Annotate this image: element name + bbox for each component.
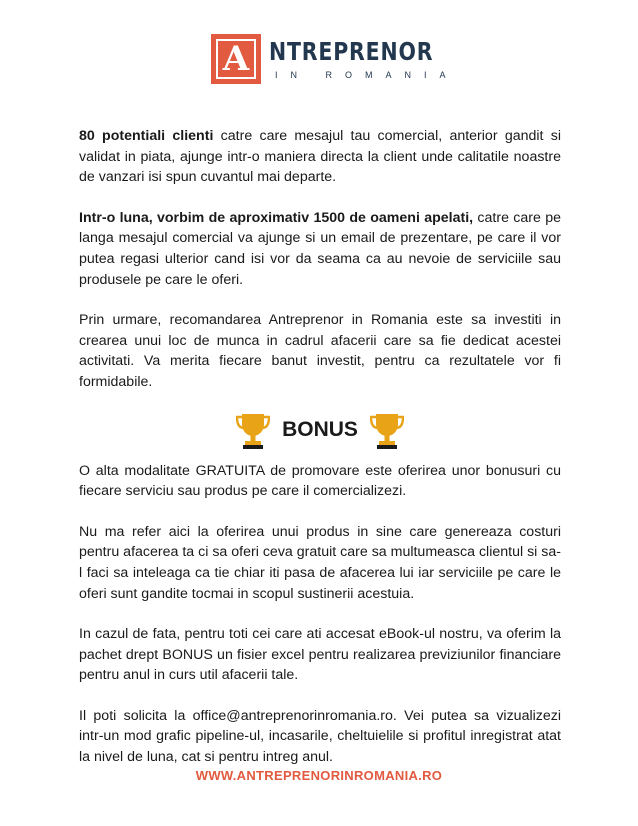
paragraph-free-promotion: O alta modalitate GRATUITA de promovare este oferirea unor bonusuri cu fiecare serviciu sau produs pe care il comercializezi. bbox=[79, 462, 561, 500]
logo-text bbox=[269, 36, 469, 80]
paragraph-text: catre care mesajul tau comercial, anterior gandit si validat in piata, ajunge intr-o maniera directa la client unde calitatile noastre de vanzari isi spun cuvantul mai departe. bbox=[79, 128, 562, 186]
logo-name: NTREPRENOR bbox=[269, 36, 434, 66]
paragraph-monthly-calls bbox=[79, 208, 561, 290]
paragraph-text: catre care pe langa mesajul comercial va ajunge si un email de prezentare, pe care il vor putea regasi ulterior cand isi vor da seama ca au nevoie de serviciile sau produsele pe care le oferi. bbox=[79, 209, 561, 288]
paragraph-bonus-explanation: Nu ma refer aici la oferirea unui produs in sine care genereaza costuri pentru afacerea ta ci sa oferi ceva gratuit care sa multumeasca clientul si sa-l faci sa inteleaga ca tie chiar iti pasa de afacerea lui iar serviciile pe care le oferi sunt gandite tocmai in scopul sustinerii acestuia. bbox=[79, 523, 561, 602]
brand-logo bbox=[211, 34, 469, 84]
logo-subtitle: IN ROMANIA bbox=[275, 69, 459, 80]
logo-badge bbox=[211, 34, 261, 84]
paragraph-bold-lead: 80 potentiali clienti bbox=[79, 128, 214, 144]
bonus-heading bbox=[79, 411, 561, 451]
bonus-title: BONUS bbox=[282, 418, 358, 442]
paragraph-contact: Il poti solicita la office@antreprenorinromania.ro. Vei putea sa vizualizezi intr-un mod grafic pipeline-ul, incasarile, cheltuielile si profitul inregistrat atat la nivel de luna, cat si pentru intreg anul. bbox=[79, 707, 561, 766]
paragraph-recommendation: Prin urmare, recomandarea Antreprenor in Romania este sa investiti in crearea unui loc de munca in cadrul afacerii care sa fie dedicat acestei activitati. Va merita fiecare banut investit, pentru ca rezultatele vor fi formidabile. bbox=[79, 312, 561, 390]
logo-badge-letter: A bbox=[222, 39, 250, 79]
paragraph-bold-lead: Intr-o luna, vorbim de aproximativ 1500 de oameni apelati, bbox=[79, 209, 474, 226]
page-content bbox=[79, 126, 561, 788]
paragraph-ebook-bonus: In cazul de fata, pentru toti cei care ati accesat eBook-ul nostru, va oferim la pachet drept BONUS un fisier excel pentru realizarea previziunilor financiare pentru anul in curs util afacerii tale. bbox=[79, 626, 561, 684]
trophy-icon bbox=[236, 412, 270, 450]
trophy-icon bbox=[370, 412, 404, 450]
paragraph-potential-clients bbox=[79, 126, 561, 188]
footer-url[interactable]: WWW.ANTREPRENORINROMANIA.RO bbox=[195, 768, 443, 783]
